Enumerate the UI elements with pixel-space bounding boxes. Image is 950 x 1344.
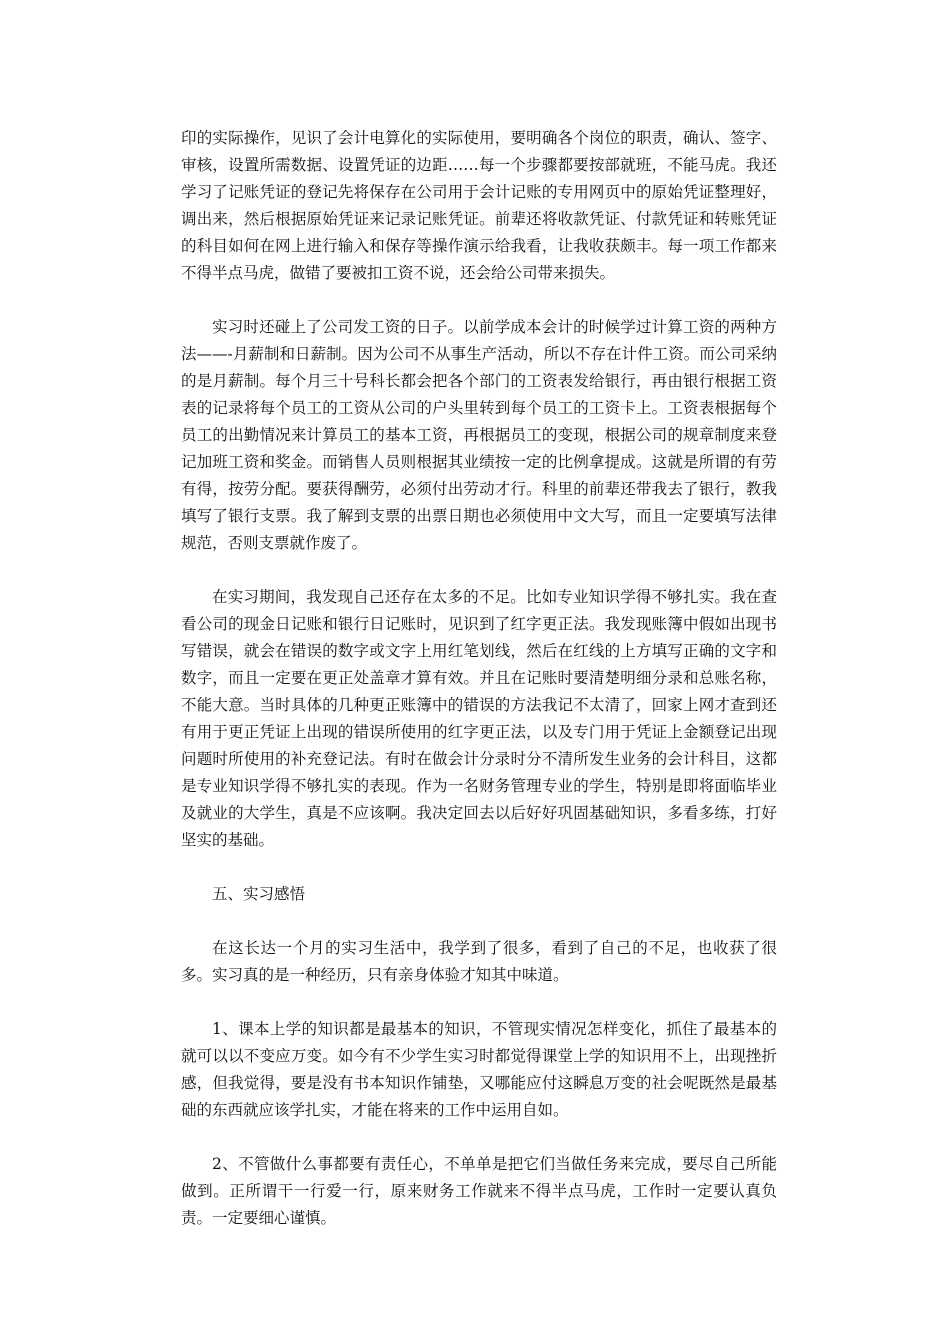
document-page bbox=[181, 125, 777, 1259]
section-heading: 五、实习感悟 bbox=[212, 885, 306, 903]
paragraph-salary: 实习时还碰上了公司发工资的日子。以前学成本会计的时候学过计算工资的两种方法——-月薪制和日薪制。因为公司不从事生产活动，所以不存在计件工资。而公司采纳的是月薪制。每个月三十号科长都会把各个部门的工资表发给银行，再由银行根据工资表的记录将每个员工的工资从公司的户头里转到每个员工的工资卡上。工资表根据每个员工的出勤情况来计算员工的基本工资，再根据员工的变现，根据公司的规章制度来登记加班工资和奖金。而销售人员则根据其业绩按一定的比例拿提成。这就是所谓的有劳有得，按劳分配。要获得酬劳，必须付出劳动才行。科里的前辈还带我去了银行，教我填写了银行支票。我了解到支票的出票日期也必须使用中文大写，而且一定要填写法律规范，否则支票就作废了。 bbox=[181, 318, 777, 552]
paragraph-continuation: 印的实际操作，见识了会计电算化的实际使用，要明确各个岗位的职责，确认、签字、审核，设置所需数据、设置凭证的边距……每一个步骤都要按部就班，不能马虎。我还学习了记账凭证的登记先将保存在公司用于会计记账的专用网页中的原始凭证整理好，调出来，然后根据原始凭证来记录记账凭证。前辈还将收款凭证、付款凭证和转账凭证的科目如何在网上进行输入和保存等操作演示给我看，让我收获颇丰。每一项工作都来不得半点马虎，做错了要被扣工资不说，还会给公司带来损失。 bbox=[181, 129, 777, 282]
list-item: 2、不管做什么事都要有责任心，不单单是把它们当做任务来完成，要尽自己所能做到。正所谓干一行爱一行，原来财务工作就来不得半点马虎，工作时一定要认真负责。一定要细心谨慎。 bbox=[181, 1155, 777, 1227]
paragraph-intro: 在这长达一个月的实习生活中，我学到了很多，看到了自己的不足，也收获了很多。实习真的是一种经历，只有亲身体验才知其中味道。 bbox=[181, 939, 777, 984]
list-item: 1、课本上学的知识都是最基本的知识，不管现实情况怎样变化，抓住了最基本的就可以以不变应万变。如今有不少学生实习时都觉得课堂上学的知识用不上，出现挫折感，但我觉得，要是没有书本知识作铺垫，又哪能应付这瞬息万变的社会呢既然是最基础的东西就应该学扎实，才能在将来的工作中运用自如。 bbox=[181, 1020, 777, 1119]
paragraph-shortcomings: 在实习期间，我发现自己还存在太多的不足。比如专业知识学得不够扎实。我在查看公司的现金日记账和银行日记账时，见识到了红字更正法。我发现账簿中假如出现书写错误，就会在错误的数字或文字上用红笔划线，然后在红线的上方填写正确的文字和数字，而且一定要在更正处盖章才算有效。并且在记账时要清楚明细分录和总账名称，不能大意。当时具体的几种更正账簿中的错误的方法我记不太清了，回家上网才查到还有用于更正凭证上出现的错误所使用的红字更正法，以及专门用于凭证上金额登记出现问题时所使用的补充登记法。有时在做会计分录时分不清所发生业务的会计科目，这都是专业知识学得不够扎实的表现。作为一名财务管理专业的学生，特别是即将面临毕业及就业的大学生，真是不应该啊。我决定回去以后好好巩固基础知识，多看多练，打好坚实的基础。 bbox=[181, 588, 777, 849]
